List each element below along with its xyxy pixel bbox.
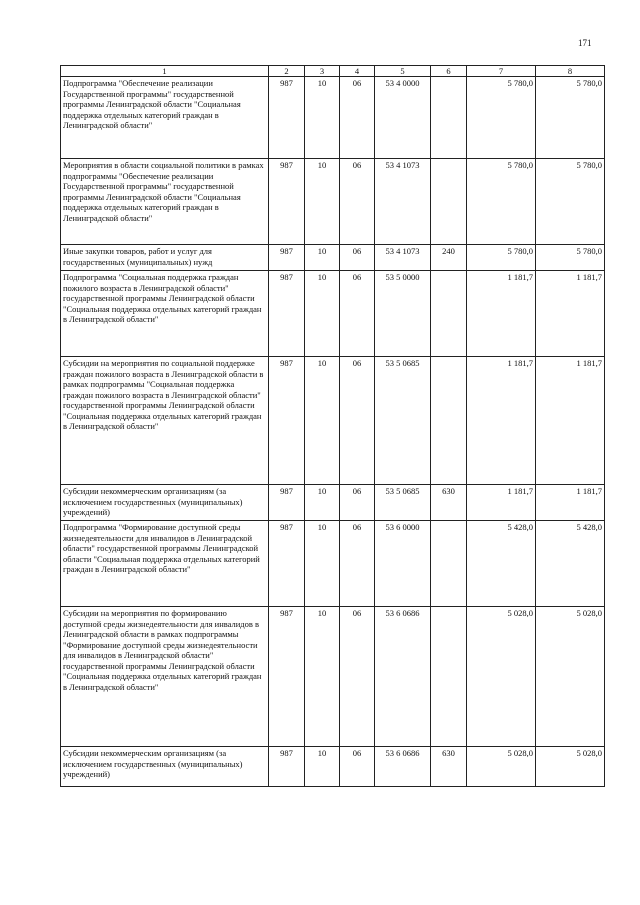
header-cell-1: 1 (61, 66, 269, 77)
row-amount-8: 5 780,0 (536, 245, 605, 271)
table-row (61, 747, 605, 787)
row-section: 10 (305, 357, 340, 485)
row-subsection: 06 (340, 245, 375, 271)
header-cell-7: 7 (467, 66, 536, 77)
row-admin-code: 987 (269, 159, 305, 245)
row-amount-7: 5 428,0 (467, 521, 536, 607)
header-cell-8: 8 (536, 66, 605, 77)
row-expense-type (431, 357, 467, 485)
row-name: Субсидии некоммерческим организациям (за исключением государственных (муниципальных) учреждений) (61, 747, 269, 787)
page-number: 171 (578, 38, 592, 48)
row-subsection: 06 (340, 77, 375, 159)
row-amount-8: 5 780,0 (536, 77, 605, 159)
row-name: Подпрограмма "Социальная поддержка граждан пожилого возраста в Ленинградской области" государственной программы Ленинградской области "Социальная поддержка отдельных категорий граждан в Ленинградской области" (61, 271, 269, 357)
header-cell-2: 2 (269, 66, 305, 77)
row-admin-code: 987 (269, 357, 305, 485)
table-row (61, 357, 605, 485)
row-amount-7: 1 181,7 (467, 357, 536, 485)
row-amount-8: 1 181,7 (536, 357, 605, 485)
header-cell-4: 4 (340, 66, 375, 77)
row-name: Иные закупки товаров, работ и услуг для государственных (муниципальных) нужд (61, 245, 269, 271)
row-amount-8: 5 428,0 (536, 521, 605, 607)
row-target-article: 53 5 0685 (375, 485, 431, 521)
row-section: 10 (305, 607, 340, 747)
row-subsection: 06 (340, 159, 375, 245)
row-amount-8: 5 028,0 (536, 747, 605, 787)
row-admin-code: 987 (269, 271, 305, 357)
row-expense-type: 630 (431, 747, 467, 787)
row-subsection: 06 (340, 747, 375, 787)
row-target-article: 53 5 0685 (375, 357, 431, 485)
row-amount-8: 5 780,0 (536, 159, 605, 245)
row-section: 10 (305, 747, 340, 787)
row-subsection: 06 (340, 521, 375, 607)
table-row (61, 245, 605, 271)
row-section: 10 (305, 159, 340, 245)
header-cell-5: 5 (375, 66, 431, 77)
row-expense-type (431, 521, 467, 607)
row-admin-code: 987 (269, 77, 305, 159)
row-name: Подпрограмма "Обеспечение реализации Государственной программы" государственной программы Ленинградской области "Социальная поддержка отдельных категорий граждан в Ленинградской области" (61, 77, 269, 159)
row-amount-8: 1 181,7 (536, 485, 605, 521)
row-amount-8: 1 181,7 (536, 271, 605, 357)
row-name: Подпрограмма "Формирование доступной среды жизнедеятельности для инвалидов в Ленинградской области" государственной программы Ленинградской области "Социальная поддержка отдельных категорий граждан в Ленинградской области" (61, 521, 269, 607)
row-admin-code: 987 (269, 607, 305, 747)
row-expense-type (431, 607, 467, 747)
row-name: Субсидии на мероприятия по формированию доступной среды жизнедеятельности для инвалидов в Ленинградской области в рамках подпрограммы "Формирование доступной среды жизнедеятельности для инвалидов в Ленинградской области" государственной программы Ленинградской области "Социальная поддержка отдельных категорий граждан в Ленинградской области" (61, 607, 269, 747)
header-cell-3: 3 (305, 66, 340, 77)
row-amount-7: 5 028,0 (467, 747, 536, 787)
row-target-article: 53 4 1073 (375, 159, 431, 245)
row-subsection: 06 (340, 485, 375, 521)
row-target-article: 53 6 0686 (375, 747, 431, 787)
row-expense-type: 630 (431, 485, 467, 521)
row-expense-type (431, 159, 467, 245)
row-section: 10 (305, 77, 340, 159)
row-target-article: 53 5 0000 (375, 271, 431, 357)
row-target-article: 53 6 0000 (375, 521, 431, 607)
row-admin-code: 987 (269, 521, 305, 607)
row-section: 10 (305, 485, 340, 521)
row-expense-type: 240 (431, 245, 467, 271)
row-name: Мероприятия в области социальной политики в рамках подпрограммы "Обеспечение реализации Государственной программы" государственной программы Ленинградской области "Социальная поддержка отдельных категорий граждан в Ленинградской области" (61, 159, 269, 245)
row-expense-type (431, 77, 467, 159)
row-subsection: 06 (340, 607, 375, 747)
row-admin-code: 987 (269, 747, 305, 787)
row-subsection: 06 (340, 357, 375, 485)
row-amount-7: 5 780,0 (467, 159, 536, 245)
row-section: 10 (305, 521, 340, 607)
row-admin-code: 987 (269, 485, 305, 521)
row-section: 10 (305, 271, 340, 357)
table-row (61, 485, 605, 521)
table-row (61, 271, 605, 357)
row-amount-8: 5 028,0 (536, 607, 605, 747)
row-name: Субсидии на мероприятия по социальной поддержке граждан пожилого возраста в Ленинградской области в рамках подпрограммы "Социальная поддержка граждан пожилого возраста в Ленинградской области" государственной программы Ленинградской области "Социальная поддержка отдельных категорий граждан в Ленинградской области" (61, 357, 269, 485)
row-target-article: 53 4 0000 (375, 77, 431, 159)
row-amount-7: 1 181,7 (467, 271, 536, 357)
row-admin-code: 987 (269, 245, 305, 271)
table-row (61, 159, 605, 245)
budget-table (60, 65, 605, 787)
row-amount-7: 5 780,0 (467, 77, 536, 159)
row-amount-7: 1 181,7 (467, 485, 536, 521)
header-cell-6: 6 (431, 66, 467, 77)
row-subsection: 06 (340, 271, 375, 357)
table-row (61, 607, 605, 747)
row-target-article: 53 6 0686 (375, 607, 431, 747)
table-row (61, 521, 605, 607)
row-target-article: 53 4 1073 (375, 245, 431, 271)
row-section: 10 (305, 245, 340, 271)
table-row (61, 77, 605, 159)
row-amount-7: 5 780,0 (467, 245, 536, 271)
row-amount-7: 5 028,0 (467, 607, 536, 747)
header-row (61, 66, 605, 77)
row-expense-type (431, 271, 467, 357)
row-name: Субсидии некоммерческим организациям (за исключением государственных (муниципальных) учреждений) (61, 485, 269, 521)
